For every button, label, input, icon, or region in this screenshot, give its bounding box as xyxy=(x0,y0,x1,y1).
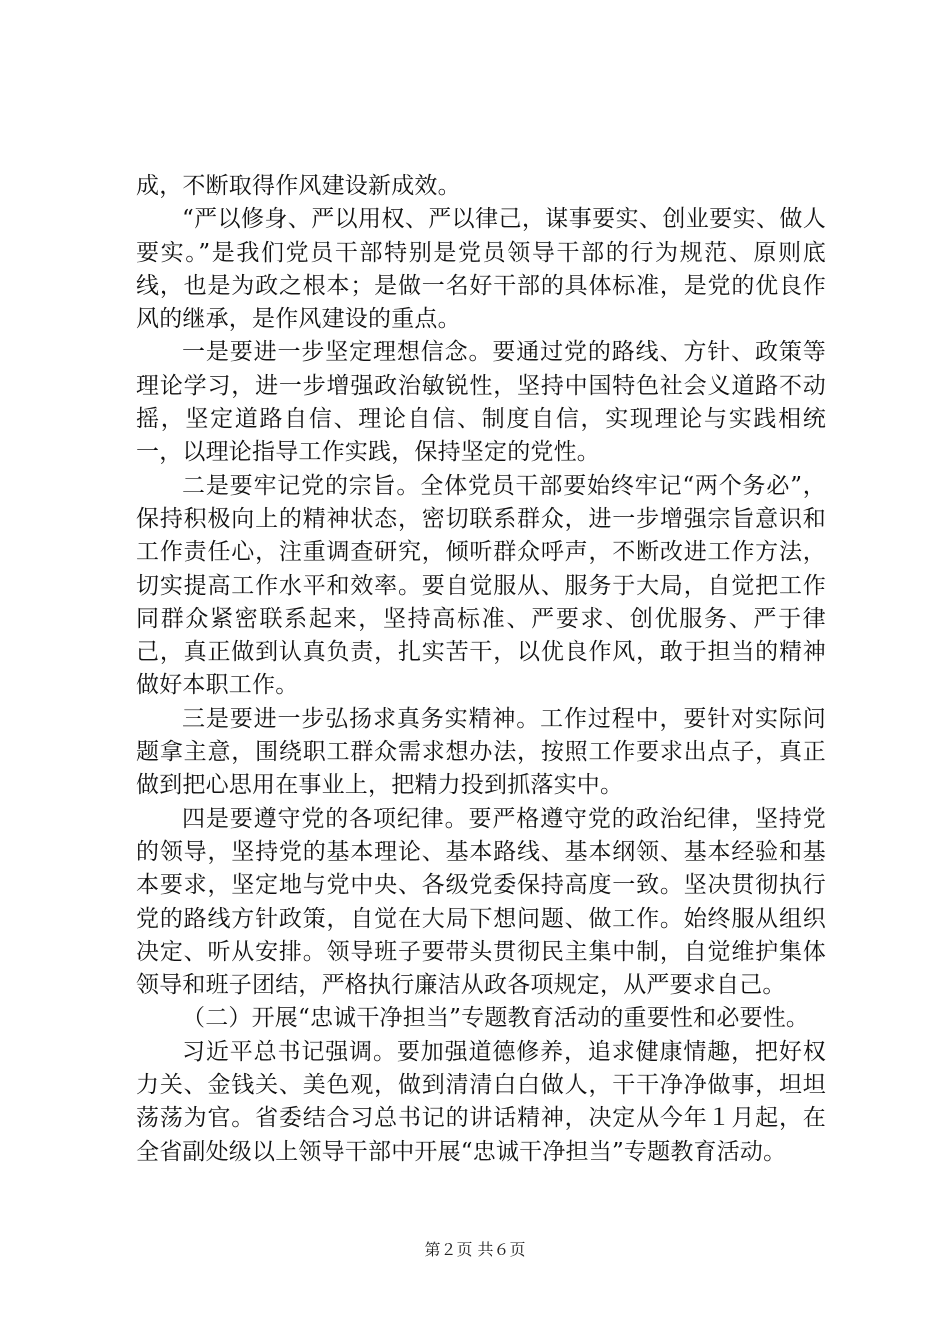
paragraph-3: 一是要进一步坚定理想信念。要通过党的路线、方针、政策等理论学习，进一步增强政治敏锐性，坚持中国特色社会义道路不动摇，坚定道路自信、理论自信、制度自信，实现理论与实践相统一，以理论指导工作实践，保持坚定的党性。 xyxy=(136,339,826,466)
paragraph-4: 二是要牢记党的宗旨。全体党员干部要始终牢记“两个务必”，保持积极向上的精神状态，密切联系群众，进一步增强宗旨意识和工作责任心，注重调查研究，倾听群众呼声，不断改进工作方法，切实提高工作水平和效率。要自觉服从、服务于大局，自觉把工作同群众紧密联系起来，坚持高标准、严要求、创优服务、严于律己，真正做到认真负责，扎实苦干，以优良作风，敢于担当的精神做好本职工作。 xyxy=(136,472,826,699)
paragraph-8: 习近平总书记强调。要加强道德修养，追求健康情趣，把好权力关、金钱关、美色观，做到清清白白做人，干干净净做事，坦坦荡荡为官。省委结合习总书记的讲话精神，决定从今年１月起，在全省副处级以上领导干部中开展“忠诚干净担当”专题教育活动。 xyxy=(136,1038,826,1165)
section-heading: （二）开展“忠诚干净担当”专题教育活动的重要性和必要性。 xyxy=(182,1005,810,1032)
page-number-footer: 第２页 共６页 xyxy=(424,1240,526,1259)
paragraph-2: “严以修身、严以用权、严以律己，谋事要实、创业要实、做人要实。”是我们党员干部特别是党员领导干部的行为规范、原则底线，也是为政之根本；是做一名好干部的具体标准，是党的优良作风的继承，是作风建设的重点。 xyxy=(136,206,826,333)
paragraph-5: 三是要进一步弘扬求真务实精神。工作过程中，要针对实际问题拿主意，围绕职工群众需求想办法，按照工作要求出点子，真正做到把心思用在事业上，把精力投到抓落实中。 xyxy=(136,705,826,799)
paragraph-6: 四是要遵守党的各项纪律。要严格遵守党的政治纪律，坚持党的领导，坚持党的基本理论、基本路线、基本纲领、基本经验和基本要求，坚定地与党中央、各级党委保持高度一致。坚决贯彻执行党的路线方针政策，自觉在大局下想问题、做工作。始终服从组织决定、听从安排。领导班子要带头贯彻民主集中制，自觉维护集体领导和班子团结，严格执行廉洁从政各项规定，从严要求自己。 xyxy=(136,805,826,999)
document-body xyxy=(136,170,826,1169)
paragraph-1: 成，不断取得作风建设新成效。 xyxy=(136,173,461,199)
